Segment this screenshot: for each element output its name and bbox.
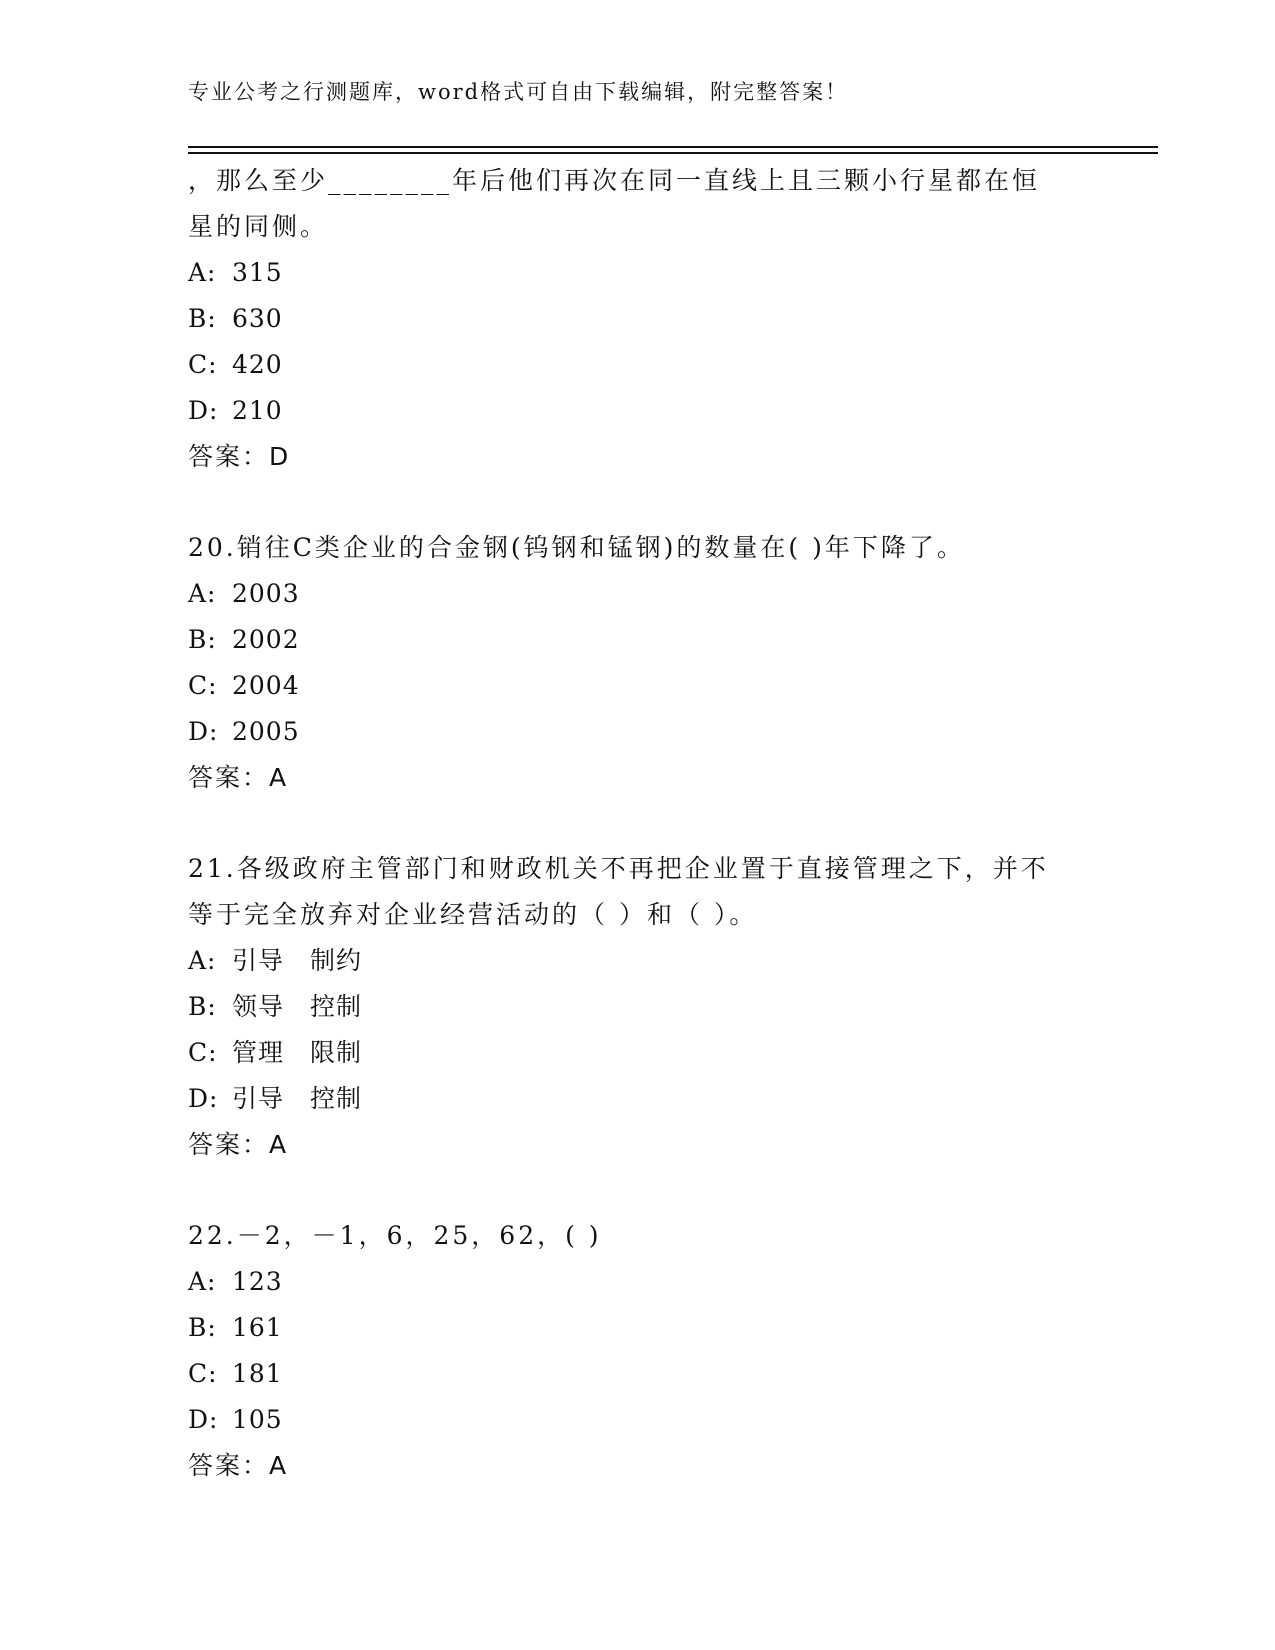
answer-line: 答案：A <box>188 763 289 792</box>
option-text: 161 <box>232 1313 283 1342</box>
option-a <box>188 571 1108 617</box>
option-a <box>188 250 1108 296</box>
option-text: 210 <box>232 396 283 425</box>
question-stem-line: 21.各级政府主管部门和财政机关不再把企业置于直接管理之下，并不 <box>188 854 1049 883</box>
question-block <box>188 1213 1108 1489</box>
option-key: C: <box>188 350 218 379</box>
option-key: C: <box>188 1359 218 1388</box>
option-key: B: <box>188 304 217 333</box>
option-text: 105 <box>232 1405 283 1434</box>
option-text: 2004 <box>232 671 300 700</box>
option-c <box>188 1030 1108 1076</box>
option-b <box>188 984 1108 1030</box>
option-text: 315 <box>232 258 283 287</box>
option-key: B: <box>188 625 217 654</box>
header-rule-bottom <box>188 152 1158 154</box>
option-d <box>188 388 1108 434</box>
option-text: 管理 限制 <box>232 1038 363 1067</box>
answer-line: 答案：A <box>188 1451 289 1480</box>
question-block <box>188 846 1108 1168</box>
header-rule-top <box>188 146 1158 148</box>
option-text: 123 <box>232 1267 283 1296</box>
option-d <box>188 709 1108 755</box>
question-block <box>188 525 1108 801</box>
option-a <box>188 938 1108 984</box>
option-key: D: <box>188 717 219 746</box>
option-text: 引导 控制 <box>232 1084 363 1113</box>
option-text: 181 <box>232 1359 283 1388</box>
option-text: 420 <box>232 350 283 379</box>
option-key: D: <box>188 1084 219 1113</box>
question-block <box>188 158 1108 480</box>
option-b <box>188 296 1108 342</box>
option-a <box>188 1259 1108 1305</box>
question-stem-line: ，那么至少________年后他们再次在同一直线上且三颗小行星都在恒 <box>188 166 1041 195</box>
option-key: B: <box>188 992 217 1021</box>
answer-line: 答案：A <box>188 1130 289 1159</box>
question-stem-line: 等于完全放弃对企业经营活动的（ ）和（ ）。 <box>188 900 758 929</box>
option-text: 630 <box>232 304 283 333</box>
option-key: C: <box>188 671 218 700</box>
option-c <box>188 663 1108 709</box>
question-list <box>188 158 1108 1534</box>
question-stem-line: 20.销往C类企业的合金钢(钨钢和锰钢)的数量在( )年下降了。 <box>188 533 965 562</box>
option-text: 引导 制约 <box>232 946 363 975</box>
option-key: A: <box>188 579 217 608</box>
answer-line: 答案：D <box>188 442 291 471</box>
option-key: A: <box>188 258 217 287</box>
question-stem-line: 22.－2，－1，6，25，62，( ) <box>188 1221 602 1250</box>
option-key: B: <box>188 1313 217 1342</box>
header-text: 专业公考之行测题库，word格式可自由下载编辑，附完整答案！ <box>188 80 849 104</box>
option-d <box>188 1076 1108 1122</box>
option-text: 领导 控制 <box>232 992 363 1021</box>
option-key: D: <box>188 1405 219 1434</box>
option-text: 2003 <box>232 579 300 608</box>
option-c <box>188 1351 1108 1397</box>
option-text: 2005 <box>232 717 300 746</box>
option-d <box>188 1397 1108 1443</box>
option-key: D: <box>188 396 219 425</box>
option-key: C: <box>188 1038 218 1067</box>
option-key: A: <box>188 946 217 975</box>
option-b <box>188 617 1108 663</box>
option-key: A: <box>188 1267 217 1296</box>
question-stem-line: 星的同侧。 <box>188 212 329 241</box>
option-c <box>188 342 1108 388</box>
option-b <box>188 1305 1108 1351</box>
option-text: 2002 <box>232 625 300 654</box>
